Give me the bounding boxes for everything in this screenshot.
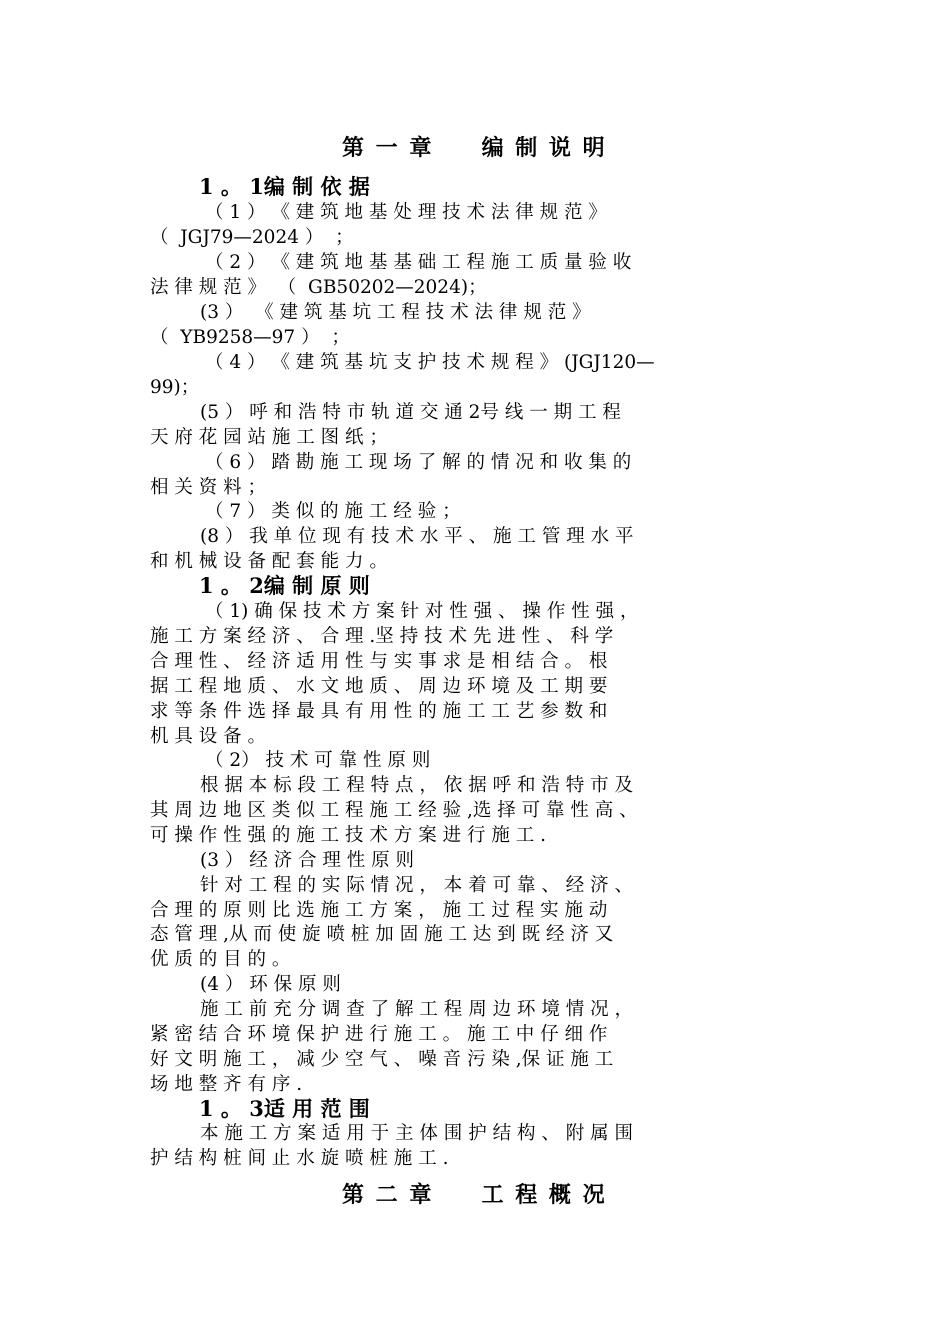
section-1-3-heading: 1 。 3适 用 范 围 bbox=[199, 1096, 370, 1121]
section-1-2-heading: 1 。 2编 制 原 则 bbox=[199, 573, 370, 598]
text-line: （ 2 ） 《 建 筑 地 基 基 础 工 程 施 工 质 量 验 收 bbox=[205, 252, 632, 273]
text-line: (5 ） 呼 和 浩 特 市 轨 道 交 通 2号 线 一 期 工 程 bbox=[200, 402, 621, 423]
text-line: 场 地 整 齐 有 序 . bbox=[150, 1074, 303, 1095]
text-line: (3 ） 《 建 筑 基 坑 工 程 技 术 法 律 规 范 》 bbox=[200, 302, 591, 323]
text-line: （ YB9258—97 ） ； bbox=[150, 327, 350, 348]
text-line: 态 管 理 ,从 而 使 旋 喷 桩 加 固 施 工 达 到 既 经 济 又 bbox=[150, 924, 614, 945]
text-line: 99)； bbox=[150, 377, 200, 398]
text-line: （ 1) 确 保 技 术 方 案 针 对 性 强 、 操 作 性 强 ， bbox=[205, 601, 639, 622]
text-line: 优 质 的 目 的 。 bbox=[150, 949, 291, 970]
text-line: (4 ） 环 保 原 则 bbox=[200, 974, 341, 995]
text-line: （ 2） 技 术 可 靠 性 原 则 bbox=[205, 750, 431, 771]
text-line: （ 4 ） 《 建 筑 基 坑 支 护 技 术 规 程 》 (JGJ120— bbox=[205, 352, 655, 373]
text-line: 施 工 方 案 经 济 、 合 理 .坚 持 技 术 先 进 性 、 科 学 bbox=[150, 626, 614, 647]
text-line: 施 工 前 充 分 调 查 了 解 工 程 周 边 环 境 情 况 ， bbox=[200, 999, 633, 1020]
text-line: 紧 密 结 合 环 境 保 护 进 行 施 工 。 施 工 中 仔 细 作 bbox=[150, 1024, 608, 1045]
text-line: 相 关 资 料 ； bbox=[150, 477, 267, 498]
text-line: （ 7 ） 类 似 的 施 工 经 验 ； bbox=[205, 501, 461, 522]
text-line: （ 1 ） 《 建 筑 地 基 处 理 技 术 法 律 规 范 》 bbox=[205, 202, 607, 223]
chapter-1-title: 第 一 章 编 制 说 明 bbox=[342, 135, 607, 161]
text-line: 本 施 工 方 案 适 用 于 主 体 围 护 结 构 、 附 属 围 bbox=[200, 1123, 633, 1144]
text-line: (8 ） 我 单 位 现 有 技 术 水 平 、 施 工 管 理 水 平 bbox=[200, 526, 634, 547]
text-line: 可 操 作 性 强 的 施 工 技 术 方 案 进 行 施 工 . bbox=[150, 825, 546, 846]
text-line: 根 据 本 标 段 工 程 特 点 ， 依 据 呼 和 浩 特 市 及 bbox=[200, 775, 633, 796]
text-line: 据 工 程 地 质 、 水 文 地 质 、 周 边 环 境 及 工 期 要 bbox=[150, 676, 608, 697]
text-line: 护 结 构 桩 间 止 水 旋 喷 桩 施 工 . bbox=[150, 1148, 449, 1169]
section-1-1-heading: 1 。 1编 制 依 据 bbox=[199, 174, 370, 199]
text-line: 针 对 工 程 的 实 际 情 况 ， 本 着 可 靠 、 经 济 、 bbox=[200, 875, 633, 896]
text-line: 合 理 的 原 则 比 选 施 工 方 案 ， 施 工 过 程 实 施 动 bbox=[150, 900, 608, 921]
text-line: 求 等 条 件 选 择 最 具 有 用 性 的 施 工 工 艺 参 数 和 bbox=[150, 701, 608, 722]
text-line: 天 府 花 园 站 施 工 图 纸 ； bbox=[150, 427, 388, 448]
text-line: 其 周 边 地 区 类 似 工 程 施 工 经 验 ,选 择 可 靠 性 高 、 bbox=[150, 800, 638, 821]
text-line: 合 理 性 、 经 济 适 用 性 与 实 事 求 是 相 结 合 。 根 bbox=[150, 651, 608, 672]
text-line: （ JGJ79—2024 ） ； bbox=[150, 227, 354, 248]
text-line: 机 具 设 备 。 bbox=[150, 726, 267, 747]
text-line: (3 ） 经 济 合 理 性 原 则 bbox=[200, 850, 415, 871]
chapter-2-title: 第 二 章 工 程 概 况 bbox=[342, 1182, 607, 1208]
text-line: 好 文 明 施 工 ， 减 少 空 气 、 噪 音 污 染 ,保 证 施 工 bbox=[150, 1049, 614, 1070]
text-line: 和 机 械 设 备 配 套 能 力 。 bbox=[150, 551, 388, 572]
text-line: （ 6 ） 踏 勘 施 工 现 场 了 解 的 情 况 和 收 集 的 bbox=[205, 452, 632, 473]
text-line: 法 律 规 范 》 （ GB50202—2024)； bbox=[150, 277, 487, 298]
